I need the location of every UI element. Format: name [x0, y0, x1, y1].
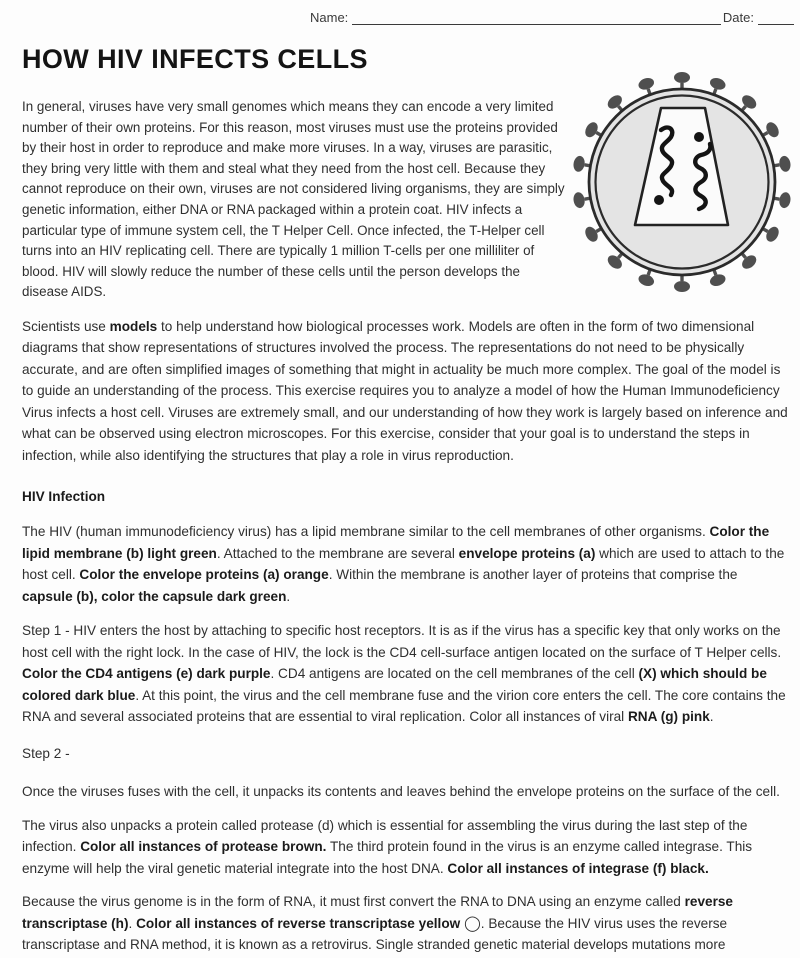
bold-run: models [109, 318, 158, 334]
name-label: Name: [310, 10, 349, 25]
date-label: Date: [722, 10, 754, 25]
bold-run: Color the lipid membrane (b) light green [22, 524, 770, 561]
name-blank-line [352, 10, 721, 25]
models-paragraph [22, 316, 790, 467]
spike-knob [764, 225, 782, 244]
text-run: . Attached to the membrane are several [216, 545, 459, 561]
bold-run: Color all instances of reverse transcriptase yellow [136, 915, 464, 931]
text-run: The virus also unpacks a protein called protease (d) which is essential for assembling the virus during the last step of the infection. [22, 817, 748, 855]
intro-paragraph [22, 97, 568, 303]
bold-run: Color all instances of integrase (f) black. [447, 860, 709, 876]
hiv-virion-diagram [570, 70, 800, 300]
text-run: . Within the membrane is another layer of proteins that comprise the [328, 567, 738, 583]
text-run: . CD4 antigens are located on the cell membranes of the cell [270, 666, 639, 682]
core-protein-dot-left [654, 195, 664, 205]
core-protein-dot-right [694, 132, 704, 142]
bold-run: Color the envelope proteins (a) orange [79, 567, 329, 583]
protease-paragraph [22, 815, 790, 880]
spike-knob [572, 191, 586, 209]
bold-run: reverse transcriptase (h) [22, 894, 733, 931]
text-run: The third protein found in the virus is an enzyme called integrase. This enzyme will help the viral genetic material integrate into the host DNA. [22, 839, 753, 876]
text-run: which are used to attach to the host cell. [22, 545, 785, 583]
spike-knob [778, 191, 792, 209]
membrane-coloring-paragraph [22, 521, 790, 607]
text-run: . At this point, the virus and the cell membrane fuse and the virion core enters the cell. The core contains the RNA and several associated proteins that are essential to viral replication. Color all instances of viral [22, 687, 786, 725]
bold-run: Color all instances of protease brown. [80, 839, 327, 855]
spike-knob [674, 281, 690, 292]
text-run: . [286, 588, 291, 604]
spike-knob [708, 272, 727, 288]
text-run: . [128, 915, 137, 931]
spike-knob [583, 225, 601, 244]
spike-knob [583, 120, 601, 139]
spike-knob [572, 155, 586, 173]
text-run: Because the virus genome is in the form of RNA, it must first convert the RNA to DNA using an enzyme called [22, 894, 685, 910]
step1-paragraph [22, 620, 790, 728]
text-run: . [709, 709, 714, 725]
spike-knob [778, 155, 792, 173]
text-run: Once the viruses fuses with the cell, it unpacks its contents and leaves behind the envelope proteins on the surface of the cell. [22, 784, 780, 800]
spike-knob [674, 72, 690, 83]
bold-run: envelope proteins (a) [458, 545, 596, 561]
spike-knob [637, 272, 656, 288]
text-run: In general, viruses have very small genomes which means they can encode a very limited number of their own proteins. For this reason, most viruses must use the proteins provided by their host in order to reproduce and make more viruses. In a way, viruses are parasitic, they bring very little with them and steal what they need from the host cell. Because they cannot reproduce on their own, viruses are not considered living organisms, they are simply genetic information, either DNA or RNA packaged within a protein coat. HIV infects a particular type of immune system cell, the T Helper Cell. Once infected, the T-Helper cell turns into an HIV replicating cell. There are typically 1 million T-cells per one milliliter of blood. HIV will slowly reduce the number of these cells until the person develops the disease AIDS. [22, 99, 565, 300]
name-date-row [0, 0, 800, 25]
text-run: The HIV (human immunodeficiency virus) has a lipid membrane similar to the cell membranes of other organisms. [22, 524, 710, 540]
bold-run: RNA (g) pink [627, 709, 710, 725]
section-heading-hiv-infection: HIV Infection [22, 489, 106, 505]
circle-outline-icon: ◯ [463, 914, 481, 932]
text-run: Step 1 - HIV enters the host by attaching to specific host receptors. It is as if the virus has a specific key that only works on the host cell with the right lock. In the case of HIV, the lock is the CD4 cell-surface antigen located on the surface of T Helper cells. [22, 623, 782, 660]
bold-run: capsule (b), color the capsule dark green [22, 588, 287, 604]
text-run: . Because the HIV virus uses the reverse transcriptase and RNA method, it is known as a retrovirus. Single stranded genetic material develops mutations more [22, 915, 728, 953]
date-blank-line [758, 10, 794, 25]
bold-run: (X) which should be colored dark blue [22, 666, 767, 703]
spike-knob [764, 120, 782, 139]
bold-run: Color the CD4 antigens (e) dark purple [22, 666, 271, 682]
page-title: HOW HIV INFECTS CELLS [22, 44, 368, 74]
spike-knob [637, 76, 656, 92]
text-run: to help understand how biological processes work. Models are often in the form of two dimensional diagrams that show representations of structures involved the process. The representations do not need to be physically accurate, and are often simplified images of something that might in actuality be much more complex. The goal of the model is to guide an understanding of the process. This exercise requires you to analyze a model of how the Human Immunodeficiency Virus infects a host cell. Viruses are extremely small, and our understanding of how they work is largely based on inference and what can be observed using electron microscopes. For this exercise, consider that your goal is to understand the steps in infection, while also identifying the structures that play a role in virus reproduction. [22, 318, 788, 463]
spike-knob [708, 76, 727, 92]
text-run: Scientists use [22, 318, 110, 334]
step2-label: Step 2 - [22, 745, 70, 761]
fusion-paragraph [22, 781, 790, 803]
hiv-virion-svg [570, 70, 800, 300]
reverse-transcriptase-paragraph [22, 891, 790, 956]
